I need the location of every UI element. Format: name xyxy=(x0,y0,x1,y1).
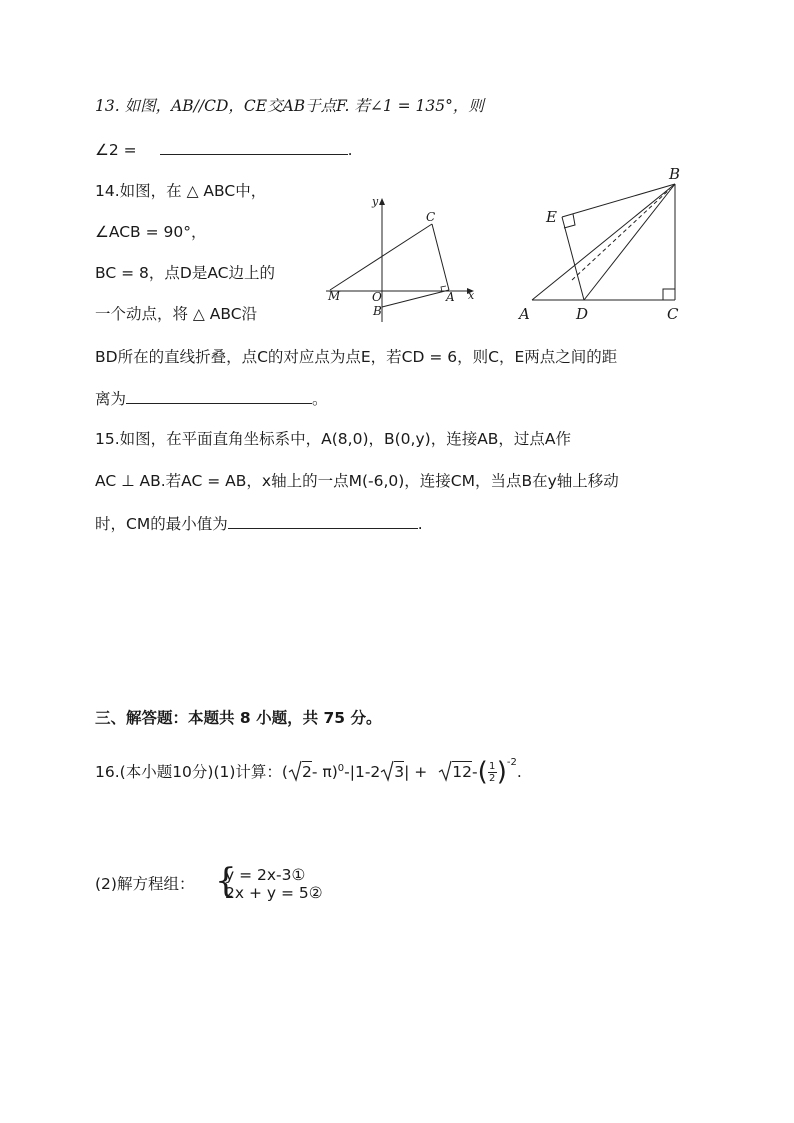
sqrt-3: 3 xyxy=(380,755,404,789)
q15-line3 xyxy=(95,512,423,535)
left-paren: ( xyxy=(477,757,488,787)
q14-answer-prefix: 离为 xyxy=(95,390,127,408)
q14-line4: 一个动点，将 △ ABC沿 xyxy=(95,305,258,323)
q16-minus-pi: - π) xyxy=(311,763,338,781)
q15-answer-prefix: 时，CM的最小值为 xyxy=(95,515,228,533)
radical-sign-icon xyxy=(438,760,452,782)
q14-line6 xyxy=(95,387,328,410)
segment-ba xyxy=(382,290,449,307)
q14-line1: 14.如图，在 △ ABC中， xyxy=(95,182,267,200)
q16-part2-label: (2)解方程组： xyxy=(95,875,195,893)
q16-end: . xyxy=(516,763,522,781)
segment-ab xyxy=(532,184,675,300)
left-brace: { xyxy=(215,861,237,901)
q14-line5: BD所在的直线折叠，点C的对应点为点E，若CD = 6，则C，E两点之间的距 xyxy=(95,348,618,366)
q14-period: 。 xyxy=(312,390,328,408)
q14-line3: BC = 8，点D是AC边上的 xyxy=(95,264,275,282)
label-d: D xyxy=(576,305,589,323)
section-heading: 三、解答题：本题共 8 小题，共 75 分。 xyxy=(95,709,382,727)
right-angle-mark-c xyxy=(663,289,675,300)
triangle-fold-figure xyxy=(512,162,702,327)
zero-exponent: 0 xyxy=(337,762,345,774)
q16-abs-close: | + xyxy=(404,763,433,781)
label-c: C xyxy=(667,305,679,323)
radical-sign-icon xyxy=(288,760,302,782)
neg2-exponent: -2 xyxy=(506,757,517,768)
label-e: E xyxy=(546,208,557,226)
q13-period: . xyxy=(347,141,353,159)
label-o: O xyxy=(372,290,382,304)
q13-answer-blank[interactable] xyxy=(160,138,348,155)
segment-eb xyxy=(562,184,675,217)
q15-line1: 15.如图，在平面直角坐标系中，A(8,0)，B(0,y)，连接AB，过点A作 xyxy=(95,430,572,448)
label-a: A xyxy=(519,305,530,323)
right-paren: ) xyxy=(496,757,507,787)
label-y: y xyxy=(372,195,379,208)
equation-1: y = 2x-3① xyxy=(225,866,306,884)
q14-answer-blank[interactable] xyxy=(126,387,312,404)
label-a: A xyxy=(446,290,455,304)
sqrt-2: 2 xyxy=(288,755,312,789)
q14-line2: ∠ACB = 90°， xyxy=(95,223,207,241)
equation-2: 2x + y = 5② xyxy=(225,884,323,902)
label-b: B xyxy=(669,165,681,183)
q13-angle2-label: ∠2 = xyxy=(95,141,137,159)
q16-prefix: 16.(本小题10分)(1)计算：( xyxy=(95,763,288,781)
coordinate-figure xyxy=(322,190,482,325)
segment-mc xyxy=(330,224,432,290)
q15-line2: AC ⊥ AB.若AC = AB，x轴上的一点M(-6,0)，连接CM，当点B在y轴上移动 xyxy=(95,472,619,490)
segment-bd xyxy=(584,184,675,300)
label-x: x xyxy=(468,289,475,302)
q16-abs-part: -|1-2 xyxy=(344,763,381,781)
q13-line1: 13. 如图，AB//CD，CE交AB于点F. 若∠1 = 135°，则 xyxy=(95,97,484,115)
sqrt-12: 12 xyxy=(438,755,472,789)
segment-ed xyxy=(562,217,584,300)
fraction-one-half: $\frac{1}{2}$ xyxy=(489,761,496,784)
q13-line2 xyxy=(95,138,353,161)
q15-period: . xyxy=(417,515,423,533)
q16-frac-lead: - xyxy=(471,763,478,781)
dashed-segment xyxy=(572,189,670,280)
label-m: M xyxy=(328,289,341,303)
q16-part1 xyxy=(95,746,522,787)
q15-answer-blank[interactable] xyxy=(228,512,418,529)
segment-ac xyxy=(432,224,449,290)
equation-system xyxy=(215,861,355,906)
label-b: B xyxy=(373,304,382,318)
label-c: C xyxy=(426,210,436,224)
y-axis-arrow xyxy=(379,198,385,205)
radical-sign-icon xyxy=(380,760,394,782)
